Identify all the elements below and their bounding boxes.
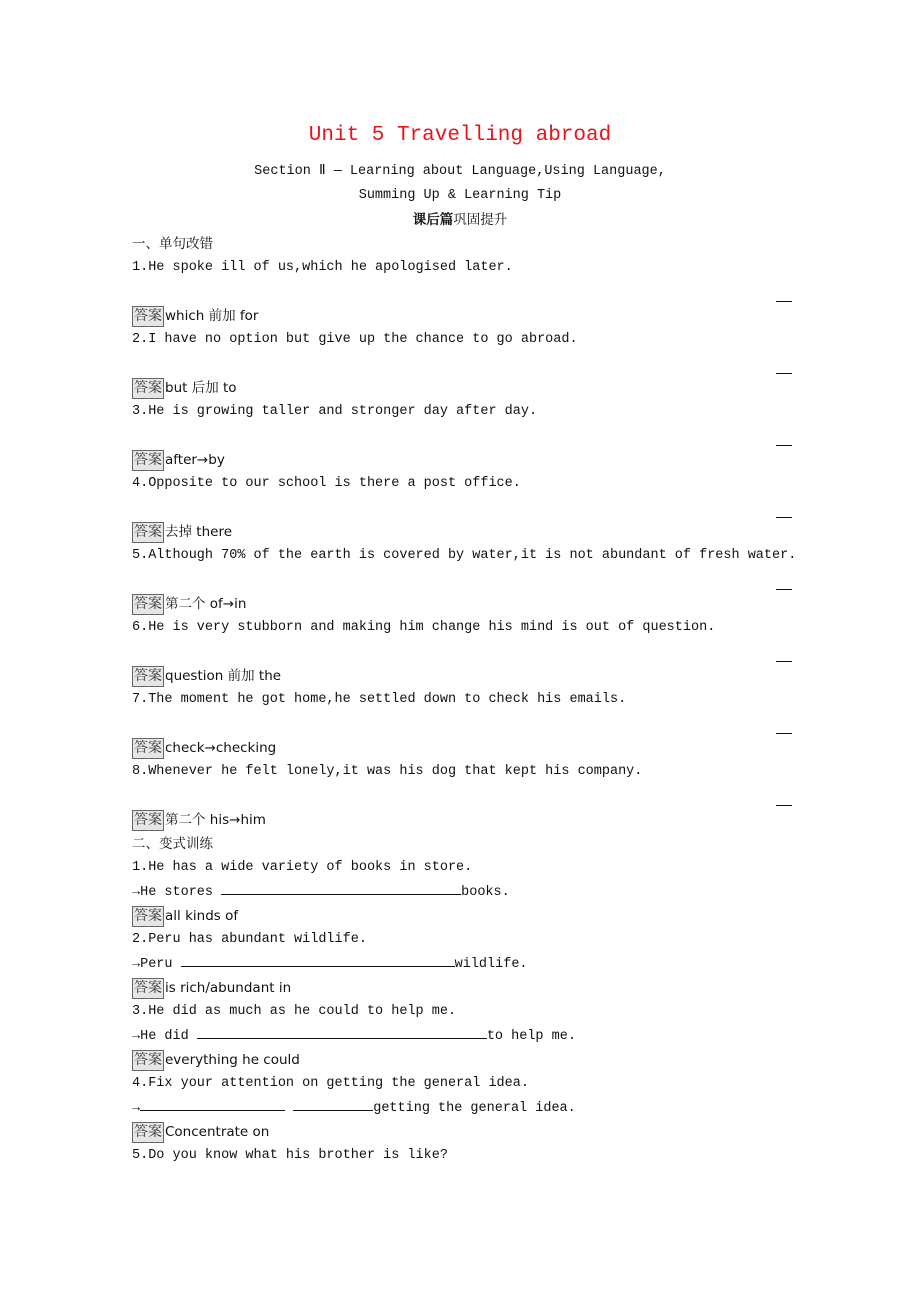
subtitle-line-2: Summing Up & Learning Tip <box>358 188 562 203</box>
answer-label: 答案 <box>132 594 164 615</box>
document-body <box>132 160 797 1168</box>
answer-text: check→checking <box>165 740 277 756</box>
rewrite-line <box>132 1024 792 1048</box>
answer-text: after→by <box>165 452 225 468</box>
rewrite-suffix: wildlife. <box>454 957 528 972</box>
answer-text: 第二个 his→him <box>165 812 266 828</box>
answer-line <box>132 664 792 688</box>
answer-label: 答案 <box>132 666 164 687</box>
answer-line <box>132 1120 792 1144</box>
rewrite-prefix: →He stores <box>132 885 222 900</box>
answer-dash <box>776 301 792 302</box>
subtitle-line-1: Section Ⅱ — Learning about Language,Using Language, <box>254 164 666 179</box>
blank-line <box>132 712 792 736</box>
rewrite-suffix: getting the general idea. <box>373 1101 576 1116</box>
blank-line <box>132 496 792 520</box>
answer-label: 答案 <box>132 522 164 543</box>
answer-line <box>132 448 792 472</box>
answer-text: but 后加 to <box>165 380 237 396</box>
answer-dash <box>776 589 792 590</box>
question-line: 5.Although 70% of the earth is covered by water,it is not abundant of fresh water. <box>132 548 797 563</box>
question-line: 8.Whenever he felt lonely,it was his dog that kept his company. <box>132 764 643 779</box>
answer-line <box>132 304 792 328</box>
answer-text: Concentrate on <box>165 1124 270 1140</box>
answer-text: which 前加 for <box>165 308 259 324</box>
question-line: 2.Peru has abundant wildlife. <box>132 932 367 947</box>
blank-line <box>132 640 792 664</box>
rewrite-prefix: →He did <box>132 1029 197 1044</box>
answer-label: 答案 <box>132 906 164 927</box>
answer-dash <box>776 805 792 806</box>
answer-dash <box>776 445 792 446</box>
question-line: 4.Opposite to our school is there a post office. <box>132 476 521 491</box>
document-title: Unit 5 Travelling abroad <box>308 124 612 147</box>
answer-text: everything he could <box>165 1052 300 1068</box>
answer-label: 答案 <box>132 306 164 327</box>
question-line: 3.He did as much as he could to help me. <box>132 1004 457 1019</box>
question-line: 7.The moment he got home,he settled down to check his emails. <box>132 692 627 707</box>
rewrite-prefix: →Peru <box>132 957 181 972</box>
answer-dash <box>776 661 792 662</box>
answer-line <box>132 592 792 616</box>
part1-heading: 一、单句改错 <box>132 236 213 252</box>
question-5: 5.Do you know what his brother is like? <box>132 1148 448 1163</box>
blank-line <box>132 568 792 592</box>
answer-dash <box>776 373 792 374</box>
answer-text: all kinds of <box>165 908 239 924</box>
rewrite-line <box>132 880 792 904</box>
question-line: 6.He is very stubborn and making him change his mind is out of question. <box>132 620 716 635</box>
blank-line <box>132 352 792 376</box>
answer-label: 答案 <box>132 810 164 831</box>
fill-blank[interactable] <box>293 1096 373 1111</box>
answer-line <box>132 976 792 1000</box>
question-line: 1.He spoke ill of us,which he apologised later. <box>132 260 513 275</box>
section-heading-bold: 课后篇 <box>412 212 454 228</box>
answer-label: 答案 <box>132 450 164 471</box>
rewrite-line <box>132 1096 792 1120</box>
answer-text: question 前加 the <box>165 668 282 684</box>
question-line: 4.Fix your attention on getting the general idea. <box>132 1076 529 1091</box>
answer-label: 答案 <box>132 1050 164 1071</box>
answer-line <box>132 1048 792 1072</box>
part2-heading: 二、变式训练 <box>132 836 213 852</box>
fill-blank[interactable] <box>221 880 461 895</box>
answer-label: 答案 <box>132 978 164 999</box>
fill-blank[interactable] <box>181 952 455 967</box>
part1-list <box>132 256 797 832</box>
answer-line <box>132 808 792 832</box>
fill-blank[interactable] <box>140 1096 285 1111</box>
rewrite-prefix: → <box>132 1101 141 1116</box>
answer-label: 答案 <box>132 1122 164 1143</box>
answer-dash <box>776 733 792 734</box>
answer-line <box>132 376 792 400</box>
fill-blank[interactable] <box>197 1024 487 1039</box>
rewrite-suffix: to help me. <box>486 1029 576 1044</box>
section-heading-rest: 巩固提升 <box>453 212 508 228</box>
section-heading <box>132 208 788 232</box>
answer-dash <box>776 517 792 518</box>
answer-label: 答案 <box>132 738 164 759</box>
blank-line <box>132 280 792 304</box>
answer-text: is rich/abundant in <box>165 980 292 996</box>
part2-list <box>132 856 792 1144</box>
answer-line <box>132 736 792 760</box>
question-line: 2.I have no option but give up the chance to go abroad. <box>132 332 578 347</box>
rewrite-line <box>132 952 792 976</box>
answer-line <box>132 520 792 544</box>
question-line: 1.He has a wide variety of books in store. <box>132 860 473 875</box>
blank-line <box>132 424 792 448</box>
answer-text: 第二个 of→in <box>165 596 247 612</box>
question-line: 3.He is growing taller and stronger day after day. <box>132 404 538 419</box>
rewrite-suffix: books. <box>461 885 510 900</box>
blank-line <box>132 784 792 808</box>
answer-line <box>132 904 792 928</box>
answer-text: 去掉 there <box>165 524 233 540</box>
answer-label: 答案 <box>132 378 164 399</box>
